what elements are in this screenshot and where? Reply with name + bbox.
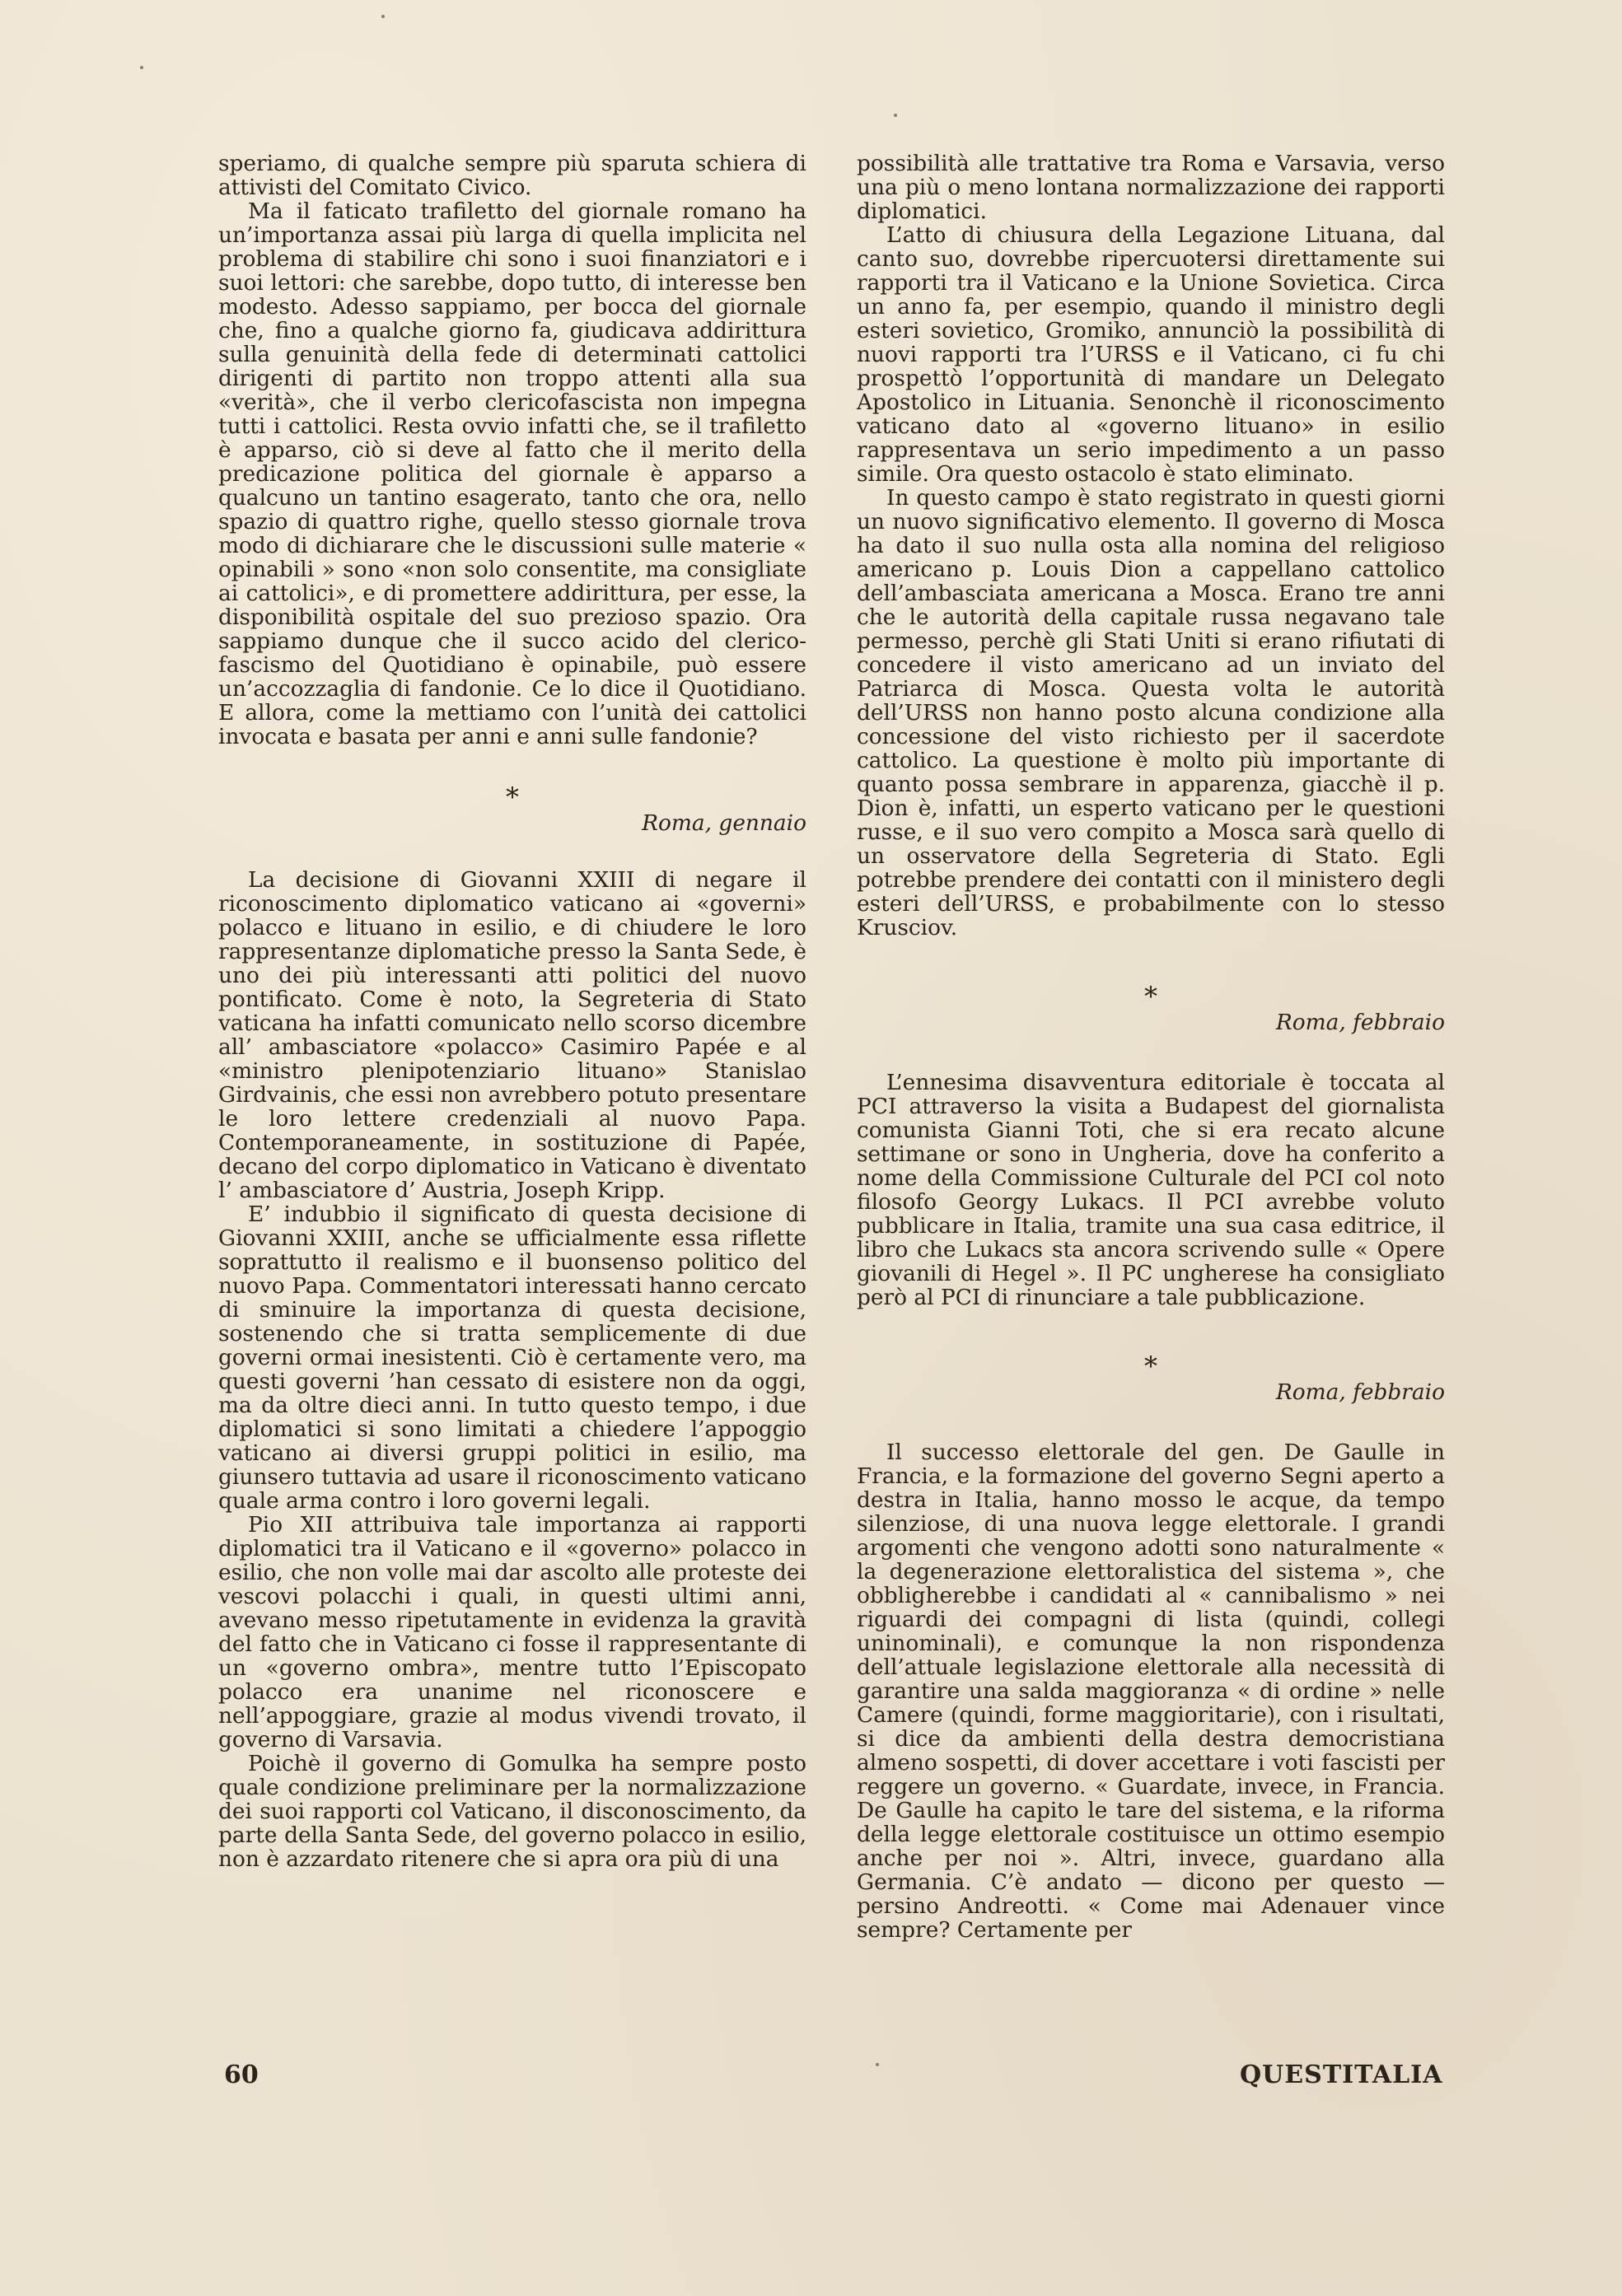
paragraph: L’ennesima disavventura editoriale è toccata al PCI attraverso la visita a Budapest del giornalista comunista Gianni Toti, che si era recato alcune settimane or sono in Ungheria, dove ha conferito a nome della Commissione Culturale del PCI col noto filosofo Georgy Lukacs. Il PCI avrebbe voluto pubblicare in Italia, tramite una sua casa editrice, il libro che Lukacs sta ancora scrivendo sulle « Opere giovanili di Hegel ». Il PC ungherese ha consigliato però al PCI di rinunciare a tale pubblicazione. (857, 1070, 1445, 1310)
paragraph: Ma il faticato trafiletto del giornale romano ha un’importanza assai più larga di quella implicita nel problema di stabilire chi sono i suoi finanziatori e i suoi lettori: che sarebbe, dopo tutto, di interesse ben modesto. Adesso sappiamo, per bocca del giornale che, fino a qualche giorno fa, giudicava addirittura sulla genuinità della fede di determinati cattolici dirigenti di partito non troppo attenti alla sua «verità», che il verbo clericofascista non impegna tutti i cattolici. Resta ovvio infatti che, se il trafiletto è apparso, ciò si deve al fatto che il merito della predicazione politica del giornale è apparso a qualcuno un tantino esagerato, tanto che ora, nello spazio di quattro righe, quello stesso giornale trova modo di dichiarare che le discussioni sulle materie « opinabili » sono «non solo consentite, ma consigliate ai cattolici», e di promettere addirittura, per esse, la disponibilità ospitale del suo prezioso spazio. Ora sappiamo dunque che il succo acido del clerico-fascismo del Quotidiano è opinabile, può essere un’accozzaglia di fandonie. Ce lo dice il Quotidiano. E allora, come la mettiamo con l’unità dei cattolici invocata e basata per anni e anni sulle fandonie? (218, 198, 806, 749)
paper-speck (381, 15, 385, 18)
page-number: 60 (224, 2060, 259, 2089)
paragraph: E’ indubbio il significato di questa decisione di Giovanni XXIII, anche se ufficialmente essa riflette soprattutto il realismo e il buonsenso politico del nuovo Papa. Commentatori interessati hanno cercato di sminuire la importanza di questa decisione, sostenendo che si tratta semplicemente di due governi ormai inesistenti. Ciò è certamente vero, ma questi governi ’han cessato di esistere non da oggi, ma da oltre dieci anni. In tutto questo tempo, i due diplomatici si sono limitati a chiedere l’appoggio vaticano ai diversi gruppi politici in esilio, ma giunsero tuttavia ad usare il riconoscimento vaticano quale arma contro i loro governi legali. (218, 1202, 806, 1514)
dateline: Roma, febbraio (1275, 1010, 1445, 1035)
paragraph: possibilità alle trattative tra Roma e Varsavia, verso una più o meno lontana normalizzazione dei rapporti diplomatici. (857, 151, 1445, 224)
section-separator: * (1144, 981, 1157, 1012)
paragraph: Poichè il governo di Gomulka ha sempre posto quale condizione preliminare per la normalizzazione dei suoi rapporti col Vaticano, il disconoscimento, da parte della Santa Sede, del governo polacco in esilio, non è azzardato ritenere che si apra ora più di una (218, 1751, 806, 1872)
paragraph: L’atto di chiusura della Legazione Lituana, dal canto suo, dovrebbe ripercuotersi direttamente sui rapporti tra il Vaticano e la Unione Sovietica. Circa un anno fa, per esempio, quando il ministro degli esteri sovietico, Gromiko, annunciò la possibilità di nuovi rapporti tra l’URSS e il Vaticano, ci fu chi prospettò l’opportunità di mandare un Delegato Apostolico in Lituania. Senonchè il riconoscimento vaticano dato al «governo lituano» in esilio rappresentava un serio impedimento a un passo simile. Ora questo ostacolo è stato eliminato. (857, 222, 1445, 487)
right-column (857, 152, 1445, 1942)
section-separator: * (1144, 1351, 1157, 1382)
left-column (218, 152, 806, 1871)
magazine-name: QUESTITALIA (1240, 2060, 1443, 2089)
paper-speck (894, 114, 897, 117)
paragraph: Pio XII attribuiva tale importanza ai rapporti diplomatici tra il Vaticano e il «governo» polacco in esilio, che non volle mai dar ascolto alle proteste dei vescovi polacchi i quali, in questi ultimi anni, avevano messo ripetutamente in evidenza la gravità del fatto che in Vaticano ci fosse il rappresentante di un «governo ombra», mentre tutto l’Episcopato polacco era unanime nel riconoscere e nell’appoggiare, grazie al modus vivendi trovato, il governo di Varsavia. (218, 1512, 806, 1752)
paragraph: speriamo, di qualche sempre più sparuta schiera di attivisti del Comitato Civico. (218, 151, 806, 200)
paragraph: In questo campo è stato registrato in questi giorni un nuovo significativo elemento. Il governo di Mosca ha dato il suo nulla osta alla nomina del religioso americano p. Louis Dion a cappellano cattolico dell’ambasciata americana a Mosca. Erano tre anni che le autorità della capitale russa negavano tale permesso, perchè gli Stati Uniti si erano rifiutati di concedere il visto americano ad un inviato del Patriarca di Mosca. Questa volta le autorità dell’URSS non hanno posto alcuna condizione alla concessione del visto richiesto per il sacerdote cattolico. La questione è molto più importante di quanto possa sembrare in apparenza, giacchè il p. Dion è, infatti, un esperto vaticano per le questioni russe, e il suo vero compito a Mosca sarà quello di un osservatore della Segreteria di Stato. Egli potrebbe prendere dei contatti con il ministero degli esteri dell’URSS, e probabilmente con lo stesso Krusciov. (857, 485, 1445, 940)
paper-speck (140, 66, 143, 69)
paragraph: Il successo elettorale del gen. De Gaulle in Francia, e la formazione del governo Segni aperto a destra in Italia, hanno mosso le acque, da tempo silenziose, di una nuova legge elettorale. I grandi argomenti che vengono adotti sono naturalmente « la degenerazione elettoralistica del sistema », che obbligherebbe i candidati al « cannibalismo » nei riguardi dei compagni di lista (quindi, collegi uninominali), e comunque la non rispondenza dell’attuale legislazione elettorale alla necessità di garantire una salda maggioranza « di ordine » nelle Camere (quindi, forme maggioritarie), con i risultati, si dice da ambienti della destra democristiana almeno sospetti, di dover accettare i voti fascisti per reggere un governo. « Guardate, invece, in Francia. De Gaulle ha capito le tare del sistema, e la riforma della legge elettorale costituisce un ottimo esempio anche per noi ». Altri, invece, guardano alla Germania. C’è andato — dicono per questo — persino Andreotti. « Come mai Adenauer vince sempre? Certamente per (857, 1440, 1445, 1943)
paper-speck (876, 2063, 879, 2066)
paragraph: La decisione di Giovanni XXIII di negare il riconoscimento diplomatico vaticano ai «governi» polacco e lituano in esilio, e di chiudere le loro rappresentanze diplomatiche presso la Santa Sede, è uno dei più interessanti atti politici del nuovo pontificato. Come è noto, la Segreteria di Stato vaticana ha infatti comunicato nello scorso dicembre all’ ambasciatore «polacco» Casimiro Papée e al «ministro plenipotenziario lituano» Stanislao Girdvainis, che essi non avrebbero potuto presentare le loro lettere credenziali al nuovo Papa. Contemporaneamente, in sostituzione di Papée, decano del corpo diplomatico in Vaticano è diventato l’ ambasciatore d’ Austria, Joseph Kripp. (218, 867, 806, 1203)
dateline: Roma, gennaio (642, 810, 806, 836)
section-separator: * (506, 782, 519, 813)
dateline: Roma, febbraio (1275, 1379, 1445, 1405)
